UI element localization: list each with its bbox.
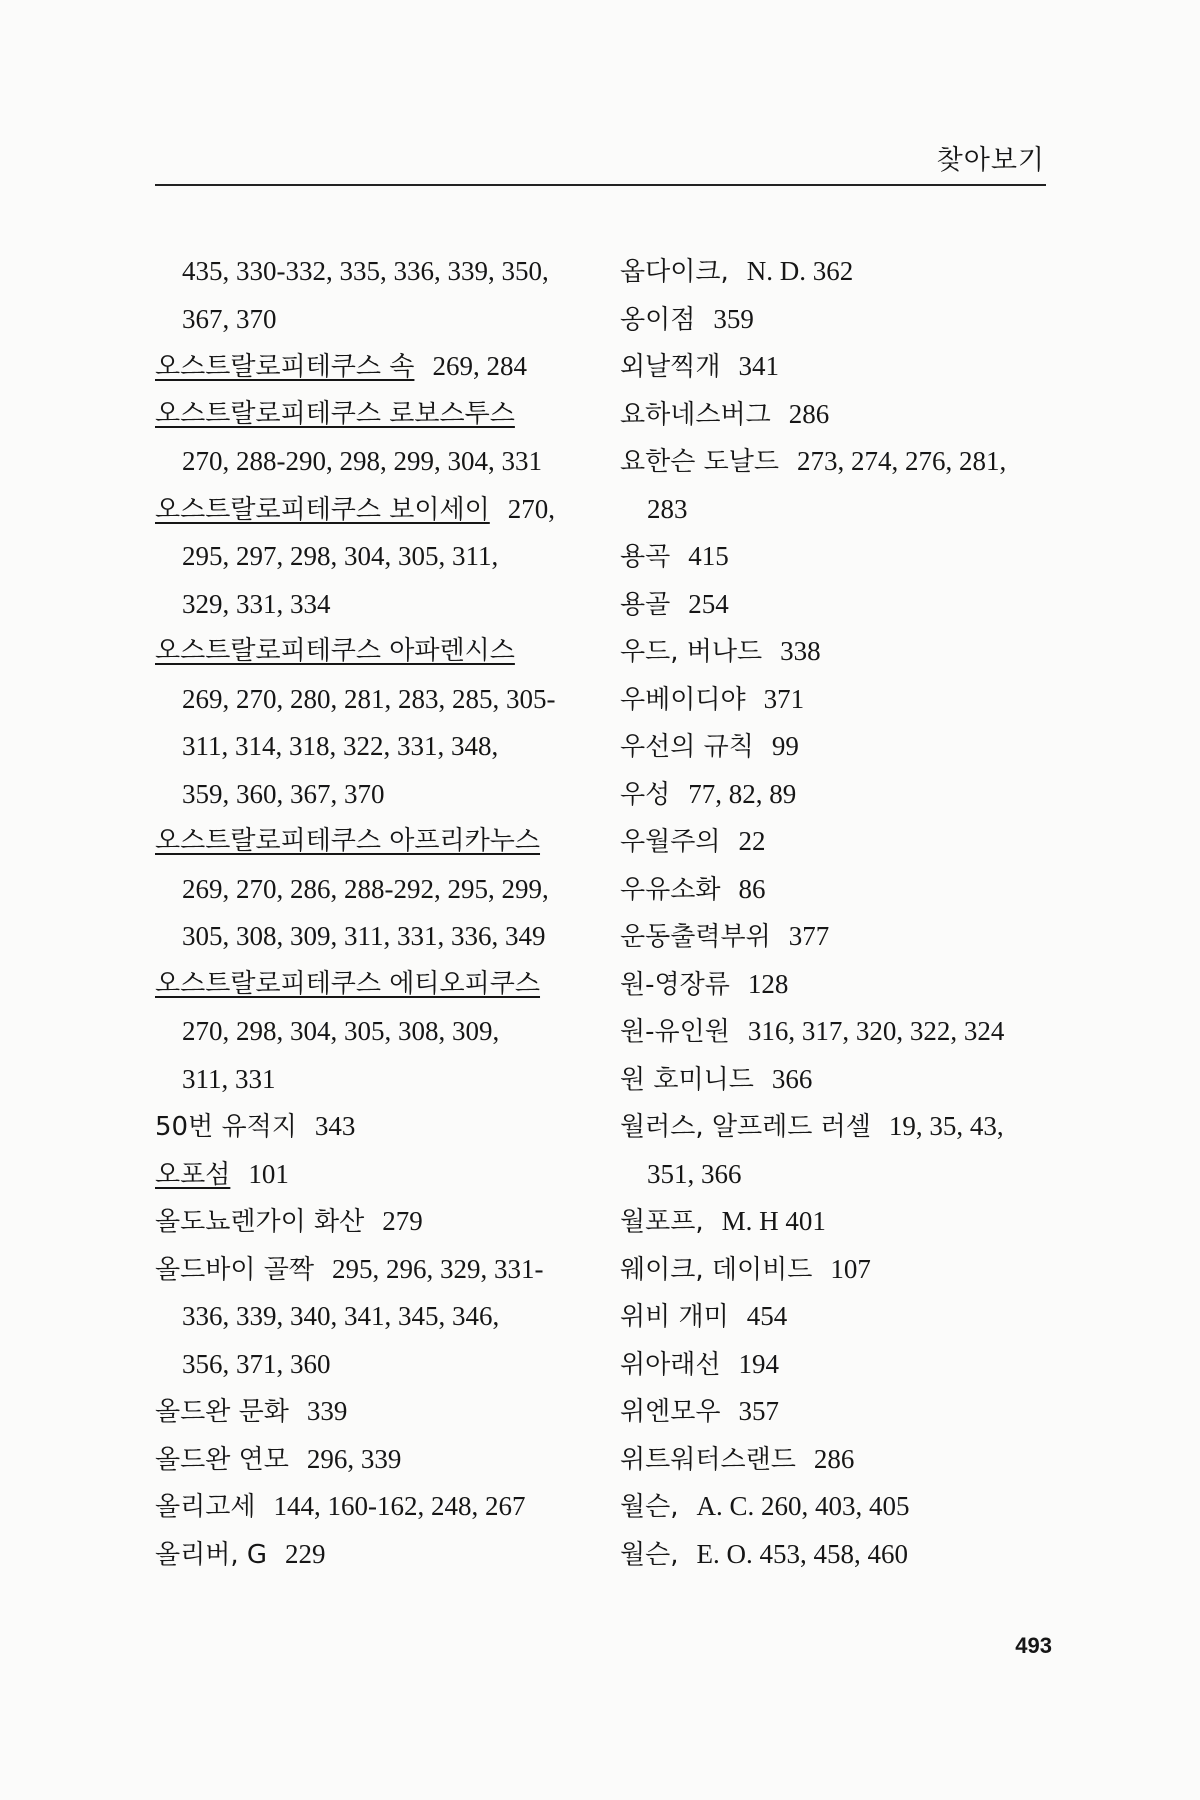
index-pages: 341 (738, 351, 779, 381)
index-column-right (620, 248, 1060, 1578)
index-pages: 351, 366 (647, 1158, 742, 1189)
index-pages: A. C. 260, 403, 405 (696, 1491, 910, 1521)
index-entry (620, 1056, 1060, 1104)
index-pages: 270, 288-290, 298, 299, 304, 331 (182, 446, 542, 476)
index-pages: 367, 370 (182, 303, 277, 334)
index-pages: 371 (763, 683, 805, 714)
index-pages: 454 (746, 1301, 788, 1331)
index-pages: 296, 339 (306, 1443, 402, 1474)
index-term: 월슨, (620, 1539, 679, 1570)
index-term: 오스트랄로피테쿠스 아파렌시스 (155, 636, 515, 666)
index-entry (620, 818, 1060, 866)
index-entry (155, 1341, 605, 1389)
index-pages: 279 (382, 1206, 423, 1236)
index-entry (620, 343, 1060, 391)
index-pages: 283 (647, 493, 688, 524)
index-term: 옹이점 (620, 304, 696, 335)
index-pages: 305, 308, 309, 311, 331, 336, 349 (182, 921, 546, 951)
index-term: 용곡 (620, 542, 671, 572)
index-term: 용골 (620, 589, 671, 620)
index-pages: 435, 330-332, 335, 336, 339, 350, (182, 256, 549, 286)
index-pages: 22 (738, 826, 766, 856)
index-entry (155, 581, 605, 629)
index-pages: 311, 314, 318, 322, 331, 348, (182, 731, 499, 761)
index-pages: 86 (738, 873, 766, 904)
index-pages: 336, 339, 340, 341, 345, 346, (182, 1301, 500, 1331)
index-entry (620, 296, 1060, 344)
index-term: 오스트랄로피테쿠스 에티오피쿠스 (155, 968, 541, 999)
index-pages: 99 (771, 731, 799, 761)
index-pages: 286 (813, 1443, 855, 1474)
index-pages: 357 (738, 1396, 779, 1426)
index-entry (155, 1198, 605, 1246)
index-entry (155, 1436, 605, 1484)
index-pages: 270, (507, 493, 556, 524)
index-entry (155, 438, 605, 486)
index-entry (620, 1531, 1060, 1579)
index-entry (155, 1293, 605, 1341)
index-term: 원-영장류 (620, 969, 730, 1000)
index-entry (620, 1483, 1060, 1531)
index-pages: 356, 371, 360 (182, 1348, 331, 1379)
index-entry (155, 296, 605, 344)
index-entry (155, 1056, 605, 1104)
index-entry (620, 628, 1060, 676)
page-number: 493 (1015, 1633, 1052, 1658)
index-term: 운동출력부위 (620, 922, 771, 952)
index-term: 올드완 연모 (155, 1444, 289, 1475)
index-entry (155, 818, 605, 866)
index-entry (155, 1103, 605, 1151)
index-entry (155, 961, 605, 1009)
index-entry (155, 248, 605, 296)
index-entry (620, 1198, 1060, 1246)
index-term: 올리버, G (155, 1539, 268, 1570)
index-pages: 270, 298, 304, 305, 308, 309, (182, 1016, 500, 1046)
index-term: 올리고세 (155, 1492, 256, 1522)
index-term: 올드바이 골짝 (155, 1254, 314, 1285)
index-pages: 339 (306, 1396, 348, 1426)
index-term: 월포프, (620, 1207, 704, 1237)
index-term: 위비 개미 (620, 1302, 729, 1332)
index-pages: 338 (780, 636, 821, 666)
index-term: 월슨, (620, 1492, 679, 1522)
index-pages: 107 (830, 1253, 871, 1284)
index-term: 우성 (620, 779, 671, 810)
index-entry (155, 913, 605, 961)
index-entry (155, 1151, 605, 1199)
index-entry (155, 866, 605, 914)
index-pages: 316, 317, 320, 322, 324 (747, 1016, 1005, 1046)
index-pages: 229 (285, 1538, 326, 1569)
index-entry (620, 581, 1060, 629)
index-entry (620, 723, 1060, 771)
index-pages: 295, 297, 298, 304, 305, 311, (182, 541, 499, 571)
index-entry (155, 676, 605, 724)
index-pages: 269, 270, 280, 281, 283, 285, 305- (182, 683, 556, 714)
index-pages: 311, 331 (182, 1063, 276, 1094)
index-entry (620, 438, 1060, 486)
index-entry (155, 1246, 605, 1294)
index-pages: 415 (688, 541, 729, 571)
index-entry (155, 1008, 605, 1056)
index-entry (155, 391, 605, 439)
index-term: 원 호미니드 (620, 1064, 754, 1095)
index-pages: 101 (248, 1158, 289, 1189)
index-entry (620, 961, 1060, 1009)
index-term: 우유소화 (620, 874, 721, 905)
index-pages: 329, 331, 334 (182, 588, 331, 619)
index-entry (620, 248, 1060, 296)
index-term: 위트워터스랜드 (620, 1444, 796, 1475)
index-entry (620, 676, 1060, 724)
index-term: 웨이크, 데이비드 (620, 1254, 813, 1285)
index-entry (620, 1388, 1060, 1436)
index-term: 외날찍개 (620, 352, 721, 382)
index-term: 요하네스버그 (620, 399, 771, 430)
index-entry (620, 486, 1060, 534)
index-term: 오스트랄로피테쿠스 아프리카누스 (155, 826, 541, 856)
index-pages: 19, 35, 43, (888, 1111, 1004, 1141)
index-term: 원-유인원 (620, 1017, 730, 1047)
index-pages: 343 (314, 1111, 356, 1141)
index-entry (620, 1341, 1060, 1389)
index-entry (620, 1151, 1060, 1199)
index-term: 올도뇨렌가이 화산 (155, 1207, 365, 1237)
index-entry (620, 1293, 1060, 1341)
index-entry (155, 1531, 605, 1579)
index-term: 오스트랄로피테쿠스 로보스투스 (155, 398, 515, 429)
index-entry (620, 1436, 1060, 1484)
index-entry (620, 533, 1060, 581)
index-entry (620, 771, 1060, 819)
index-pages: 269, 284 (432, 351, 527, 381)
index-term: 위아래선 (620, 1349, 721, 1380)
index-term: 올드완 문화 (155, 1397, 289, 1427)
index-entry (620, 866, 1060, 914)
index-entry (155, 628, 605, 676)
index-entry (155, 486, 605, 534)
index-pages: 77, 82, 89 (688, 778, 797, 809)
index-entry (155, 1388, 605, 1436)
index-entry (620, 391, 1060, 439)
index-term: 옵다이크, (620, 257, 729, 287)
header-rule (155, 184, 1046, 186)
index-term: 요한슨 도날드 (620, 447, 779, 477)
index-entry (155, 723, 605, 771)
running-head: 찾아보기 (936, 145, 1045, 176)
index-pages: 295, 296, 329, 331- (331, 1253, 544, 1284)
index-term: 오스트랄로피테쿠스 보이세이 (155, 494, 490, 525)
index-entry (620, 1008, 1060, 1056)
index-pages: 359 (713, 303, 754, 334)
index-entry (155, 533, 605, 581)
index-term: 월러스, 알프레드 러셀 (620, 1112, 871, 1142)
index-term: 오포섬 (155, 1159, 231, 1190)
index-entry (155, 1483, 605, 1531)
index-pages: 359, 360, 367, 370 (182, 778, 385, 809)
index-pages: E. O. 453, 458, 460 (696, 1538, 908, 1569)
index-entry (620, 1103, 1060, 1151)
index-term: 오스트랄로피테쿠스 속 (155, 352, 415, 382)
index-entry (620, 1246, 1060, 1294)
index-pages: N. D. 362 (746, 256, 854, 286)
index-pages: 254 (688, 588, 729, 619)
index-pages: 377 (788, 921, 830, 951)
index-pages: 286 (788, 398, 830, 429)
index-entry (620, 913, 1060, 961)
index-pages: M. H 401 (721, 1206, 826, 1236)
index-entry (155, 343, 605, 391)
index-column-left (155, 248, 605, 1578)
index-term: 우월주의 (620, 827, 721, 857)
index-term: 우드, 버나드 (620, 637, 763, 667)
index-pages: 128 (747, 968, 789, 999)
index-pages: 366 (771, 1063, 813, 1094)
index-pages: 144, 160-162, 248, 267 (273, 1491, 526, 1521)
index-term: 우베이디야 (620, 684, 746, 715)
index-term: 우선의 규칙 (620, 732, 754, 762)
index-pages: 194 (738, 1348, 779, 1379)
index-entry (155, 771, 605, 819)
index-term: 50번 유적지 (155, 1112, 297, 1142)
index-pages: 269, 270, 286, 288-292, 295, 299, (182, 873, 549, 904)
index-term: 위엔모우 (620, 1397, 721, 1427)
index-pages: 273, 274, 276, 281, (796, 446, 1007, 476)
